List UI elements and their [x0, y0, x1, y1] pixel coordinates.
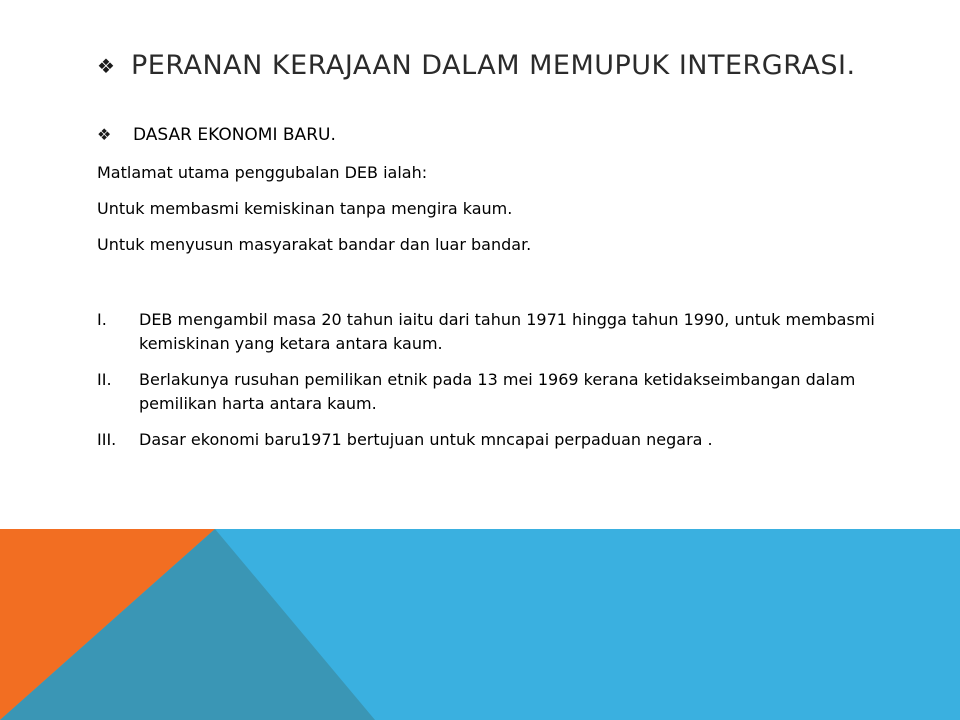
- decorative-footer-graphic: [0, 529, 960, 720]
- list-item: [97, 428, 897, 452]
- list-item: [97, 368, 897, 416]
- diamond-bullet-icon: ❖: [97, 125, 112, 144]
- list-number: I.: [97, 310, 107, 329]
- paragraph: Matlamat utama penggubalan DEB ialah:: [97, 163, 428, 182]
- slide-title: [97, 50, 937, 81]
- list-text: Dasar ekonomi baru1971 bertujuan untuk mncapai perpaduan negara .: [139, 430, 713, 449]
- diamond-bullet-icon: ❖: [97, 53, 116, 78]
- subheading: [97, 125, 336, 145]
- paragraph: Untuk membasmi kemiskinan tanpa mengira kaum.: [97, 199, 513, 218]
- list-text: DEB mengambil masa 20 tahun iaitu dari tahun 1971 hingga tahun 1990, untuk membasmi kemiskinan yang ketara antara kaum.: [139, 310, 875, 353]
- list-number: III.: [97, 430, 117, 449]
- list-item: [97, 308, 897, 356]
- paragraph: Untuk menyusun masyarakat bandar dan luar bandar.: [97, 235, 532, 254]
- subheading-text: DASAR EKONOMI BARU.: [133, 125, 336, 145]
- slide-title-text: PERANAN KERAJAAN DALAM MEMUPUK INTERGRASI.: [131, 50, 856, 81]
- list-number: II.: [97, 370, 112, 389]
- list-text: Berlakunya rusuhan pemilikan etnik pada 13 mei 1969 kerana ketidakseimbangan dalam pemilikan harta antara kaum.: [139, 370, 856, 413]
- numbered-list: [97, 308, 897, 464]
